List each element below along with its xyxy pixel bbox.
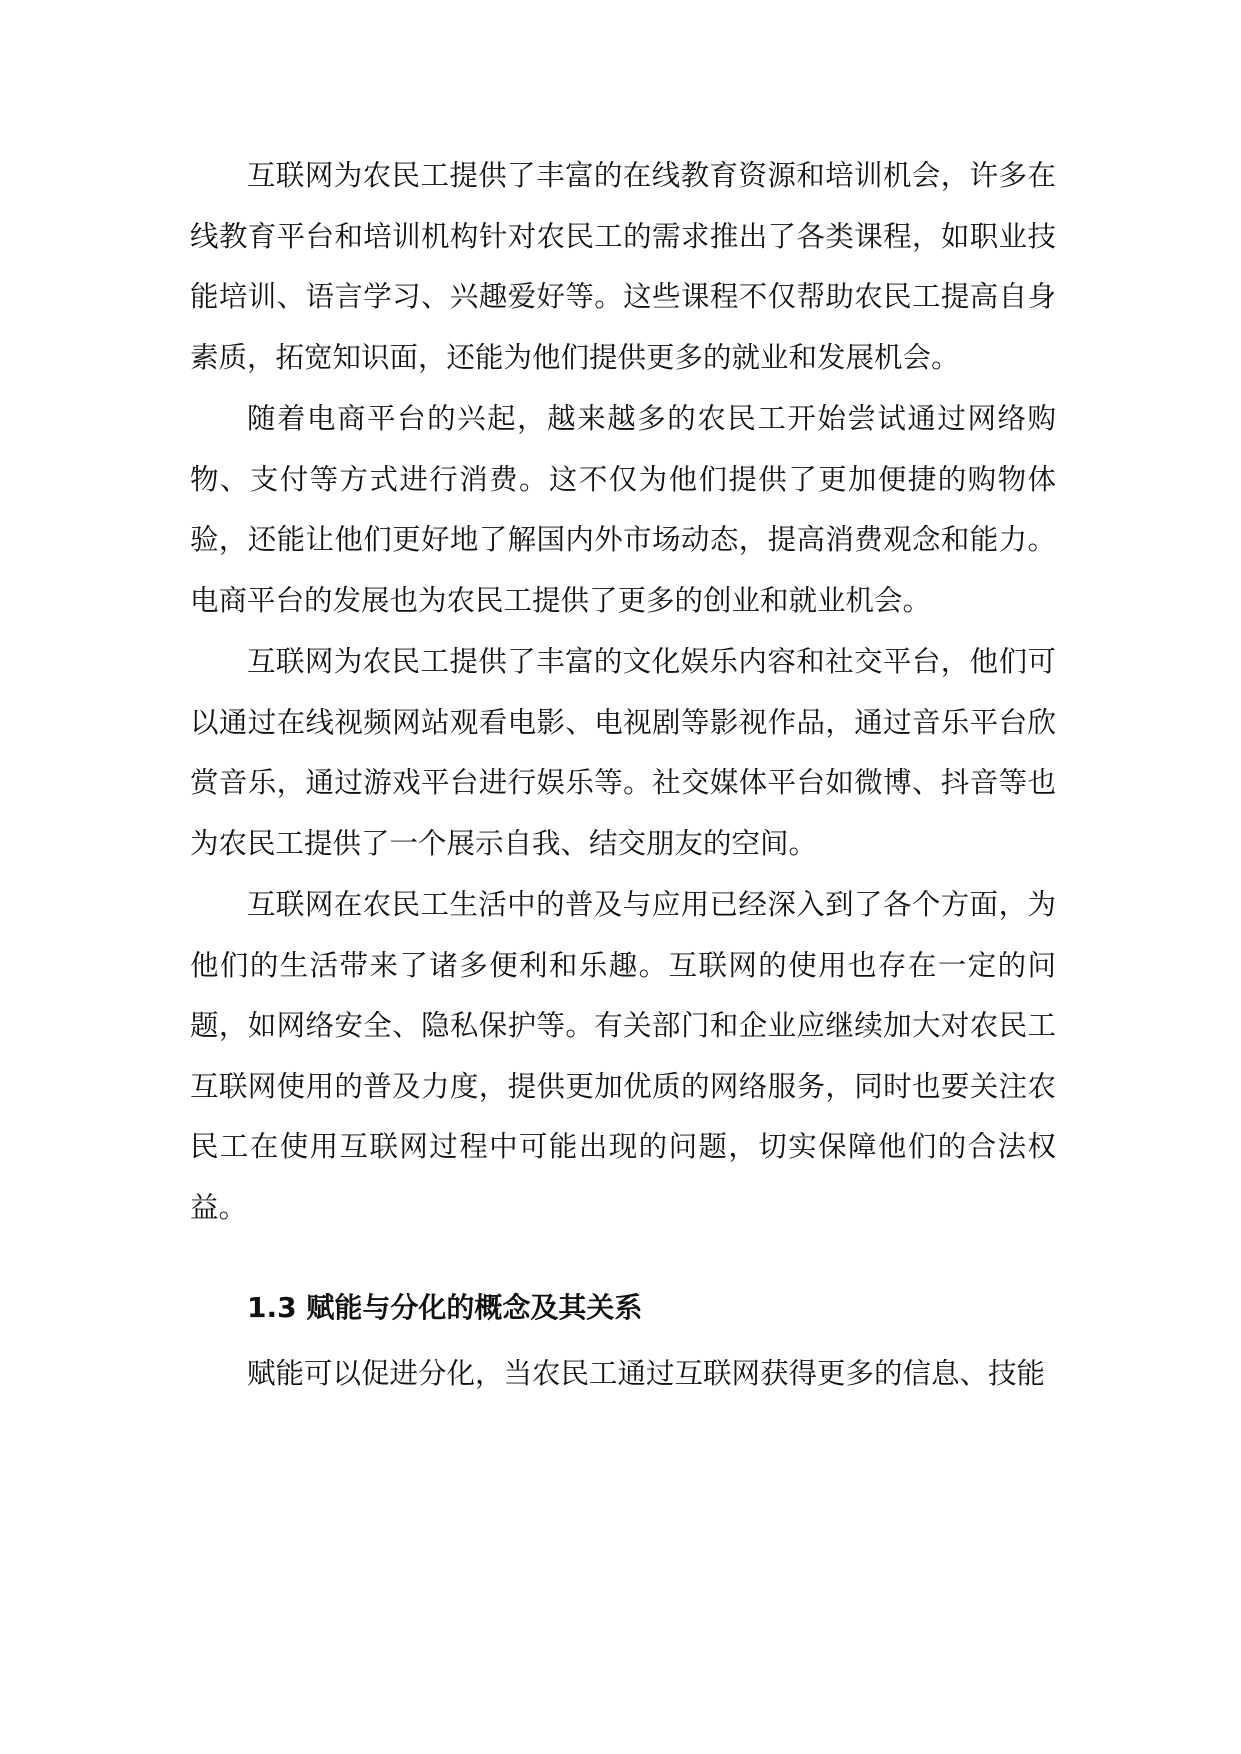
section-heading: 1.3 赋能与分化的概念及其关系 xyxy=(247,1291,643,1324)
paragraph-online-education: 互联网为农民工提供了丰富的在线教育资源和培训机会，许多在线教育平台和培训机构针对农民工的需求推出了各类课程，如职业技能培训、语言学习、兴趣爱好等。这些课程不仅帮助农民工提高自身素质，拓宽知识面，还能为他们提供更多的就业和发展机会。 xyxy=(190,159,1056,374)
paragraph-ecommerce: 随着电商平台的兴起，越来越多的农民工开始尝试通过网络购物、支付等方式进行消费。这不仅为他们提供了更加便捷的购物体验，还能让他们更好地了解国内外市场动态，提高消费观念和能力。电商平台的发展也为农民工提供了更多的创业和就业机会。 xyxy=(190,402,1056,617)
document-body xyxy=(190,146,1056,1405)
paragraph-empowerment: 赋能可以促进分化，当农民工通过互联网获得更多的信息、技能 xyxy=(247,1357,1046,1390)
paragraph-summary: 互联网在农民工生活中的普及与应用已经深入到了各个方面，为他们的生活带来了诸多便利和乐趣。互联网的使用也存在一定的问题，如网络安全、隐私保护等。有关部门和企业应继续加大对农民工互联网使用的普及力度，提供更加优质的网络服务，同时也要关注农民工在使用互联网过程中可能出现的问题，切实保障他们的合法权益。 xyxy=(190,888,1056,1224)
paragraph-entertainment-social: 互联网为农民工提供了丰富的文化娱乐内容和社交平台，他们可以通过在线视频网站观看电影、电视剧等影视作品，通过音乐平台欣赏音乐，通过游戏平台进行娱乐等。社交媒体平台如微博、抖音等也为农民工提供了一个展示自我、结交朋友的空间。 xyxy=(190,645,1056,860)
